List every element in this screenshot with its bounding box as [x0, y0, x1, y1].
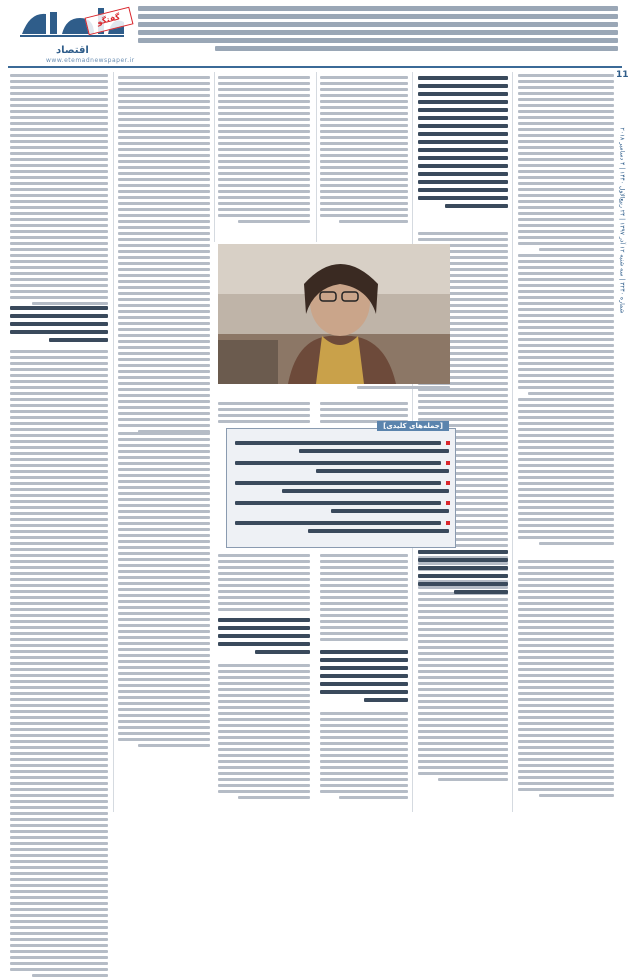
interview-stamp: گفتگو [85, 7, 134, 36]
article-column-9-lower [218, 664, 310, 802]
column-separator [316, 72, 317, 242]
bullet-icon [446, 441, 450, 445]
article-column-10 [118, 432, 210, 750]
header-rule [8, 66, 622, 68]
article-column-3 [320, 76, 408, 226]
intro-paragraph [138, 6, 618, 60]
key-sentence-item [235, 461, 449, 477]
column-separator [512, 72, 513, 812]
key-sentences-title: [جمله‌های کلیدی] [377, 421, 449, 431]
bullet-icon [446, 481, 450, 485]
article-column-2-lower [418, 604, 508, 784]
article-column-1-lower [518, 560, 614, 800]
interviewee-photo [218, 244, 450, 384]
article-column-5 [118, 76, 210, 436]
column-separator [113, 72, 114, 812]
key-sentence-item [235, 501, 449, 517]
bullet-icon [446, 461, 450, 465]
bullet-icon [446, 521, 450, 525]
question-callout [320, 650, 408, 706]
question-callout [418, 550, 508, 598]
photo-caption [218, 386, 450, 398]
bullet-icon [446, 501, 450, 505]
page-header [0, 0, 630, 68]
question-callout [218, 618, 310, 658]
key-sentences-box [226, 422, 456, 548]
key-sentence-item [235, 481, 449, 497]
folio-strip [616, 70, 628, 810]
site-url: www.etemadnewspaper.ir [46, 57, 135, 64]
edition-line: شماره ۳۲۴۰ | سه شنبه ۱۲ آذر ۱۳۹۷ | ۲۴ ربیع‌الاول ۱۴۴۰ | ۴ دسامبر ۲۰۱۸ [618, 127, 626, 314]
article-column-11 [10, 74, 108, 308]
section-name: اقتصاد [56, 45, 89, 56]
article-column-8-lower [320, 712, 408, 802]
column-separator [214, 72, 215, 242]
question-callout [10, 306, 108, 346]
article-column-8 [320, 554, 408, 644]
article-column-7 [218, 402, 310, 426]
article-column-4 [218, 76, 310, 226]
page-number: 11 [616, 70, 629, 80]
masthead [16, 4, 135, 64]
key-sentence-item [235, 441, 449, 457]
article-column-11-lower [10, 350, 108, 980]
key-sentence-item [235, 521, 449, 537]
article-column-1 [518, 74, 614, 548]
article-column-9 [218, 554, 310, 614]
pull-quote-top [418, 76, 508, 212]
